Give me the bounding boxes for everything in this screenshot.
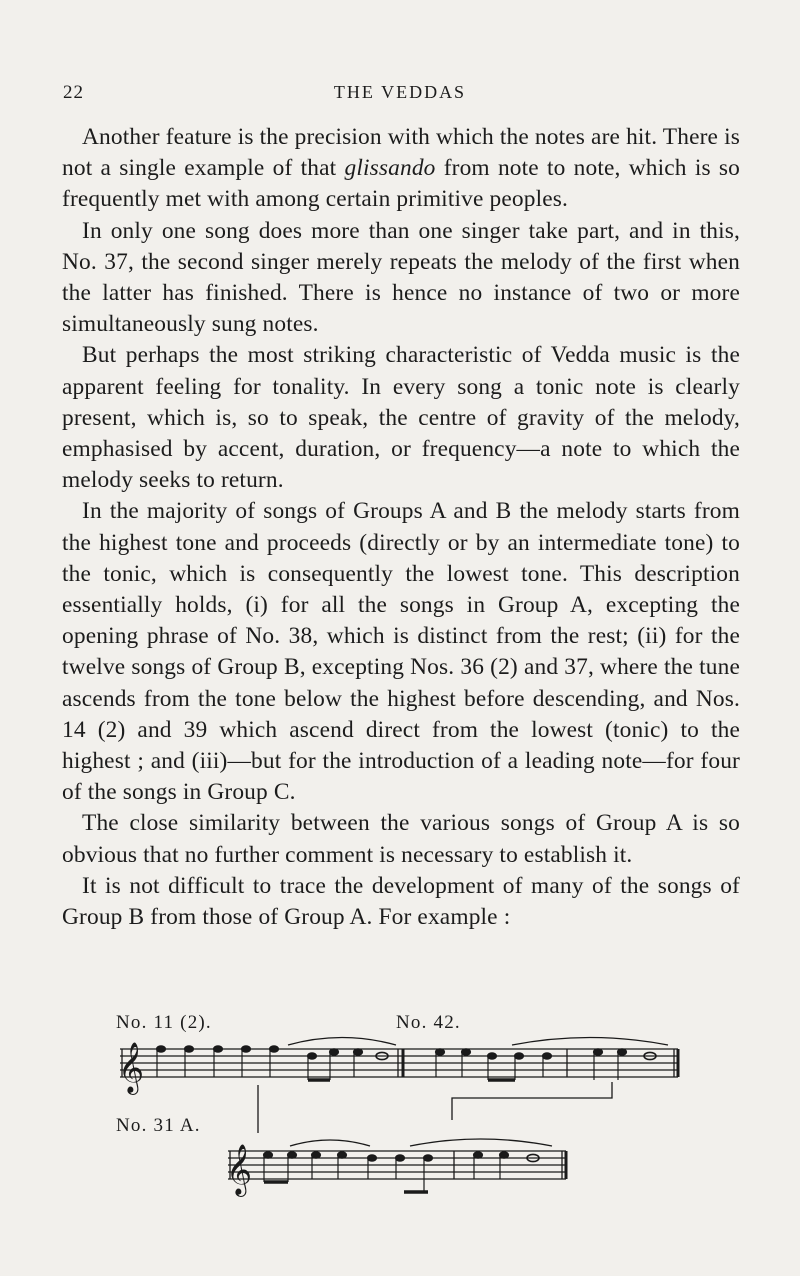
note-icon xyxy=(474,1152,483,1158)
note-icon xyxy=(308,1053,317,1059)
note-icon xyxy=(354,1049,363,1055)
note-icon xyxy=(543,1053,552,1059)
treble-clef-icon: 𝄞 xyxy=(118,1042,145,1093)
connector-line xyxy=(452,1082,612,1120)
slur-icon xyxy=(288,1038,396,1046)
treble-clef-icon: 𝄞 xyxy=(226,1144,253,1195)
note-icon xyxy=(368,1155,377,1161)
note-icon xyxy=(157,1046,166,1052)
music-label-no-42: No. 42. xyxy=(396,1012,461,1033)
paragraph-5: The close similarity between the various songs of Group A is so obvious that no further comment is necessary to establish it. xyxy=(62,810,740,868)
music-label-no-11-2: No. 11 (2). xyxy=(116,1012,212,1033)
paragraph-1-text-end: from note to note, which is so frequently met with among certain primitive peoples. xyxy=(62,155,741,213)
note-icon xyxy=(242,1046,251,1052)
note-icon xyxy=(594,1049,603,1055)
paragraph-2: In only one song does more than one singer take part, and in this, No. 37, the second singer merely repeats the melody of the first when the latter has finished. There is hence no instance of two or more simultaneously sung notes. xyxy=(62,217,740,338)
note-icon xyxy=(424,1155,433,1161)
page-number: 22 xyxy=(63,82,84,103)
note-icon xyxy=(462,1049,471,1055)
slur-icon xyxy=(410,1139,552,1146)
note-icon xyxy=(330,1049,339,1055)
paragraph-3: But perhaps the most striking characteristic of Vedda music is the apparent feeling for tonality. In every song a tonic note is clearly present, which is, so to speak, the centre of gravity of the melody, emphasised by accent, duration, or frequency—a note to which the melody seeks to return. xyxy=(62,342,740,494)
slur-icon xyxy=(512,1038,668,1046)
note-icon xyxy=(338,1152,347,1158)
paragraph-6: It is not difficult to trace the development of many of the songs of Group B from those of Group A. For example : xyxy=(62,872,740,931)
note-icon xyxy=(264,1152,273,1158)
italic-term: glissando xyxy=(344,155,436,182)
music-label-no-31a: No. 31 A. xyxy=(116,1115,201,1136)
note-icon xyxy=(515,1053,524,1059)
note-icon xyxy=(488,1053,497,1059)
paragraph-1-text-start: Another feature is the precision with which the notes are hit. There is not a single example of that xyxy=(62,124,740,182)
note-icon xyxy=(288,1152,297,1158)
note-icon xyxy=(214,1046,223,1052)
note-icon xyxy=(500,1152,509,1158)
note-icon xyxy=(270,1046,279,1052)
note-icon xyxy=(436,1049,445,1055)
running-title: THE VEDDAS xyxy=(333,82,467,102)
note-icon xyxy=(312,1152,321,1158)
note-icon xyxy=(618,1049,627,1055)
note-icon xyxy=(185,1046,194,1052)
slur-icon xyxy=(290,1140,370,1146)
note-icon xyxy=(396,1155,405,1161)
paragraph-4: In the majority of songs of Groups A and B the melody starts from the highest tone and proceeds (directly or by an intermediate tone) to the tonic, which is consequently the lowest tone. This description essentially holds, (i) for all the songs in Group A, excepting the opening phrase of No. 38, which is distinct from the rest; (ii) for the twelve songs of Group B, excepting Nos. 36 (2) and 37, where the tune ascends from the tone below the highest before descending, and Nos. 14 (2) and 39 which ascend direct from the lowest (tonic) to the highest ; and (iii)—but for the introduction of a leading note—for four of the songs in Group C. xyxy=(62,498,740,806)
